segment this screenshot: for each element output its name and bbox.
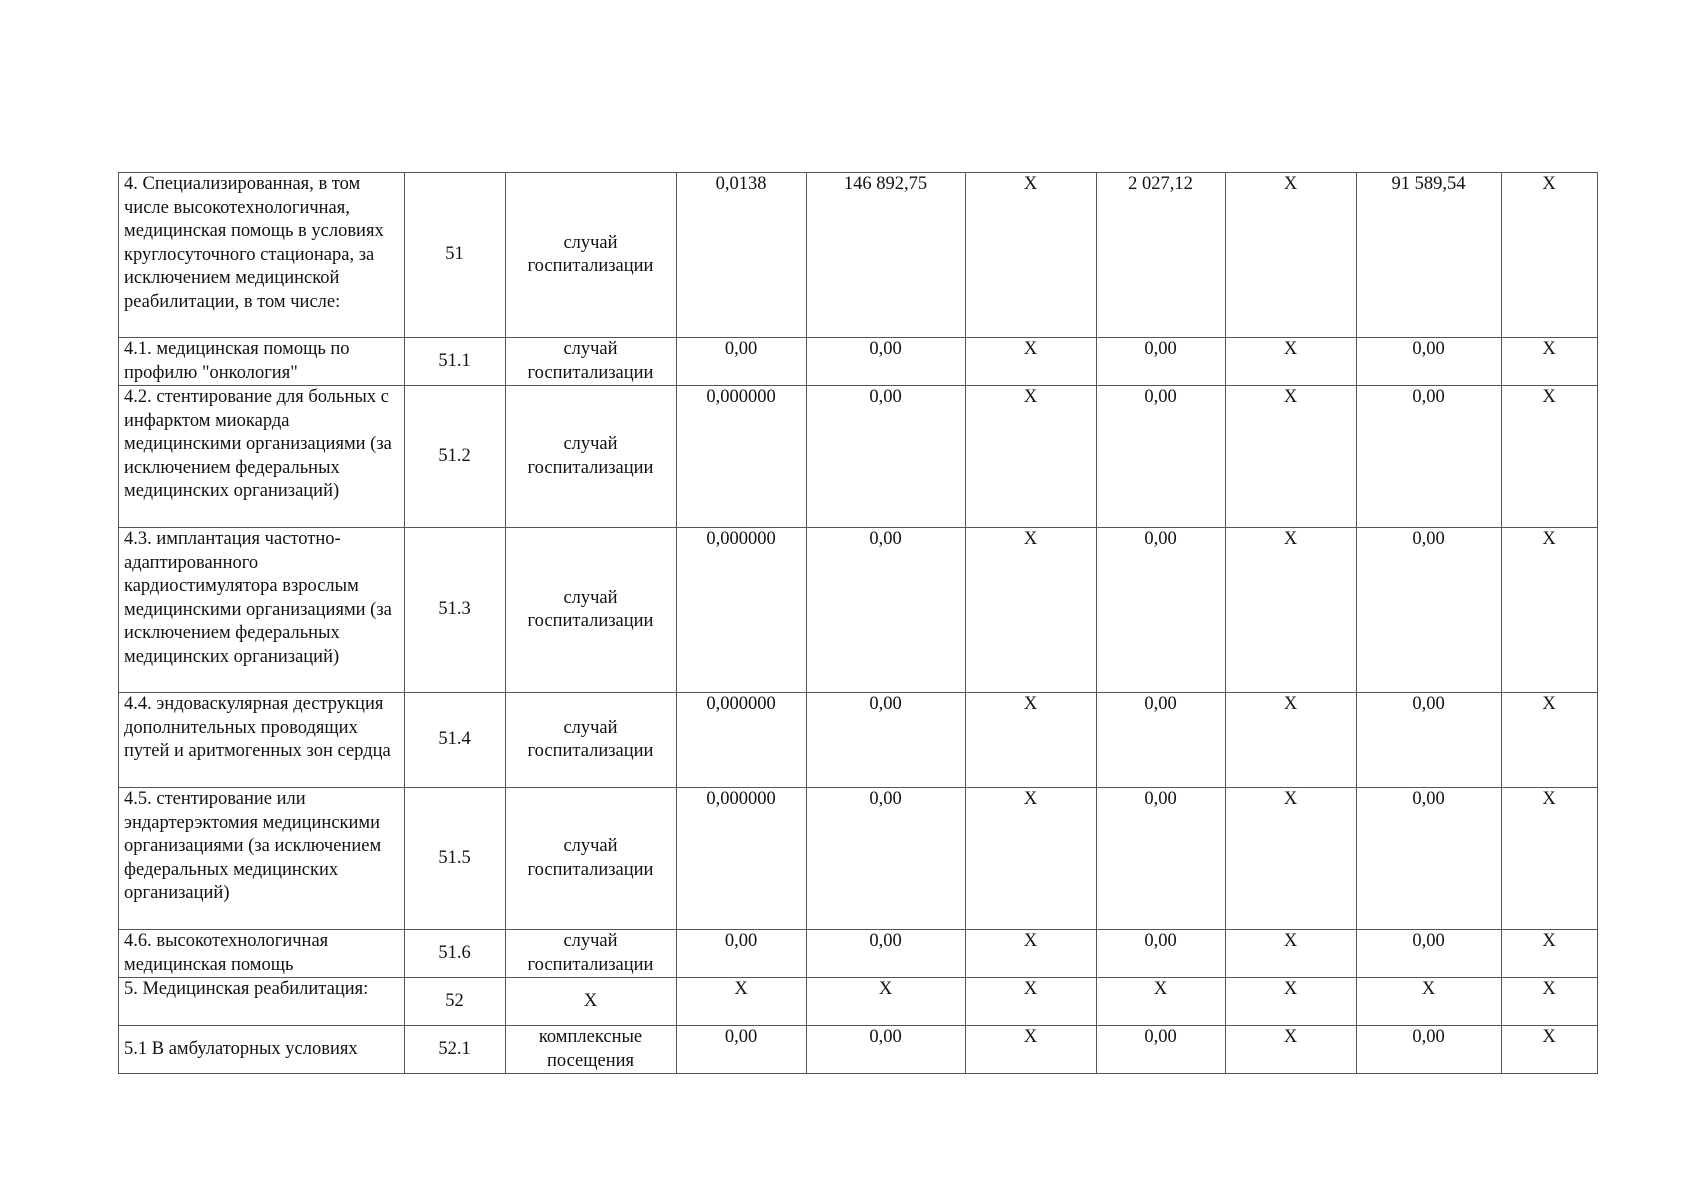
- row-value-7: 0,00: [1097, 930, 1226, 978]
- row-value-10: Х: [1502, 173, 1598, 338]
- row-value-7: 0,00: [1097, 338, 1226, 386]
- row-value-8: Х: [1226, 978, 1357, 1026]
- table-row: [119, 338, 1598, 386]
- row-value-10: Х: [1502, 978, 1598, 1026]
- row-value-9: 0,00: [1357, 930, 1502, 978]
- row-volume: 0,000000: [677, 386, 807, 528]
- row-value-9: 0,00: [1357, 693, 1502, 788]
- row-value-8: Х: [1226, 693, 1357, 788]
- row-cost: 0,00: [807, 930, 966, 978]
- row-value-7: 0,00: [1097, 528, 1226, 693]
- data-table: [118, 172, 1598, 1074]
- row-unit: случай госпитализации: [506, 693, 677, 788]
- row-value-9: Х: [1357, 978, 1502, 1026]
- row-value-7: 0,00: [1097, 693, 1226, 788]
- row-unit: Х: [506, 978, 677, 1026]
- row-value-7: 0,00: [1097, 386, 1226, 528]
- row-cost: 0,00: [807, 788, 966, 930]
- row-unit: случай госпитализации: [506, 788, 677, 930]
- row-value-9: 0,00: [1357, 528, 1502, 693]
- row-value-6: Х: [966, 386, 1097, 528]
- row-cost: Х: [807, 978, 966, 1026]
- row-name: 4. Специализированная, в том числе высокотехнологичная, медицинская помощь в условиях круглосуточного стационара, за исключением медицинской реабилитации, в том числе:: [119, 173, 405, 338]
- row-volume: 0,000000: [677, 693, 807, 788]
- row-value-7: 2 027,12: [1097, 173, 1226, 338]
- table-row: [119, 528, 1598, 693]
- row-name: 4.6. высокотехнологичная медицинская помощь: [119, 930, 405, 978]
- row-value-9: 0,00: [1357, 338, 1502, 386]
- row-value-9: 0,00: [1357, 788, 1502, 930]
- row-value-8: Х: [1226, 338, 1357, 386]
- row-name: 4.5. стентирование или эндартерэктомия медицинскими организациями (за исключением федеральных медицинских организаций): [119, 788, 405, 930]
- row-line-number: 51: [405, 173, 506, 338]
- row-value-8: Х: [1226, 173, 1357, 338]
- row-line-number: 51.2: [405, 386, 506, 528]
- row-cost: 0,00: [807, 528, 966, 693]
- row-unit: случай госпитализации: [506, 930, 677, 978]
- row-line-number: 51.5: [405, 788, 506, 930]
- row-unit: случай госпитализации: [506, 386, 677, 528]
- row-cost: 0,00: [807, 386, 966, 528]
- row-line-number: 52.1: [405, 1026, 506, 1074]
- row-value-8: Х: [1226, 930, 1357, 978]
- row-value-10: Х: [1502, 788, 1598, 930]
- row-name: 4.1. медицинская помощь по профилю "онкология": [119, 338, 405, 386]
- row-value-6: Х: [966, 338, 1097, 386]
- row-value-8: Х: [1226, 788, 1357, 930]
- row-value-8: Х: [1226, 528, 1357, 693]
- row-volume: 0,00: [677, 338, 807, 386]
- row-value-6: Х: [966, 788, 1097, 930]
- row-cost: 0,00: [807, 1026, 966, 1074]
- row-value-7: 0,00: [1097, 788, 1226, 930]
- table-row: [119, 788, 1598, 930]
- row-line-number: 51.6: [405, 930, 506, 978]
- row-value-6: Х: [966, 528, 1097, 693]
- row-line-number: 51.4: [405, 693, 506, 788]
- row-value-10: Х: [1502, 338, 1598, 386]
- row-value-9: 0,00: [1357, 1026, 1502, 1074]
- row-volume: 0,000000: [677, 528, 807, 693]
- row-cost: 0,00: [807, 338, 966, 386]
- row-value-7: Х: [1097, 978, 1226, 1026]
- row-value-8: Х: [1226, 1026, 1357, 1074]
- row-line-number: 51.1: [405, 338, 506, 386]
- row-value-10: Х: [1502, 528, 1598, 693]
- row-volume: 0,00: [677, 1026, 807, 1074]
- row-value-10: Х: [1502, 930, 1598, 978]
- row-value-10: Х: [1502, 386, 1598, 528]
- table-row: [119, 978, 1598, 1026]
- row-volume: Х: [677, 978, 807, 1026]
- row-name: 4.4. эндоваскулярная деструкция дополнительных проводящих путей и аритмогенных зон сердца: [119, 693, 405, 788]
- table-row: [119, 693, 1598, 788]
- row-volume: 0,00: [677, 930, 807, 978]
- row-value-6: Х: [966, 173, 1097, 338]
- row-line-number: 52: [405, 978, 506, 1026]
- row-cost: 0,00: [807, 693, 966, 788]
- row-value-9: 0,00: [1357, 386, 1502, 528]
- table-row: [119, 930, 1598, 978]
- row-volume: 0,000000: [677, 788, 807, 930]
- row-name: 4.2. стентирование для больных с инфарктом миокарда медицинскими организациями (за исключением федеральных медицинских организаций): [119, 386, 405, 528]
- row-line-number: 51.3: [405, 528, 506, 693]
- row-value-8: Х: [1226, 386, 1357, 528]
- row-value-10: Х: [1502, 1026, 1598, 1074]
- table-row: [119, 1026, 1598, 1074]
- row-name: 5. Медицинская реабилитация:: [119, 978, 405, 1026]
- row-value-7: 0,00: [1097, 1026, 1226, 1074]
- row-name: 4.3. имплантация частотно-адаптированного кардиостимулятора взрослым медицинскими организациями (за исключением федеральных медицинских организаций): [119, 528, 405, 693]
- row-value-6: Х: [966, 1026, 1097, 1074]
- table-row: [119, 173, 1598, 338]
- row-value-6: Х: [966, 978, 1097, 1026]
- row-unit: случай госпитализации: [506, 338, 677, 386]
- row-volume: 0,0138: [677, 173, 807, 338]
- row-unit: случай госпитализации: [506, 173, 677, 338]
- row-unit: случай госпитализации: [506, 528, 677, 693]
- row-unit: комплексные посещения: [506, 1026, 677, 1074]
- row-value-9: 91 589,54: [1357, 173, 1502, 338]
- row-cost: 146 892,75: [807, 173, 966, 338]
- table-row: [119, 386, 1598, 528]
- row-value-6: Х: [966, 930, 1097, 978]
- row-name: 5.1 В амбулаторных условиях: [119, 1026, 405, 1074]
- row-value-10: Х: [1502, 693, 1598, 788]
- row-value-6: Х: [966, 693, 1097, 788]
